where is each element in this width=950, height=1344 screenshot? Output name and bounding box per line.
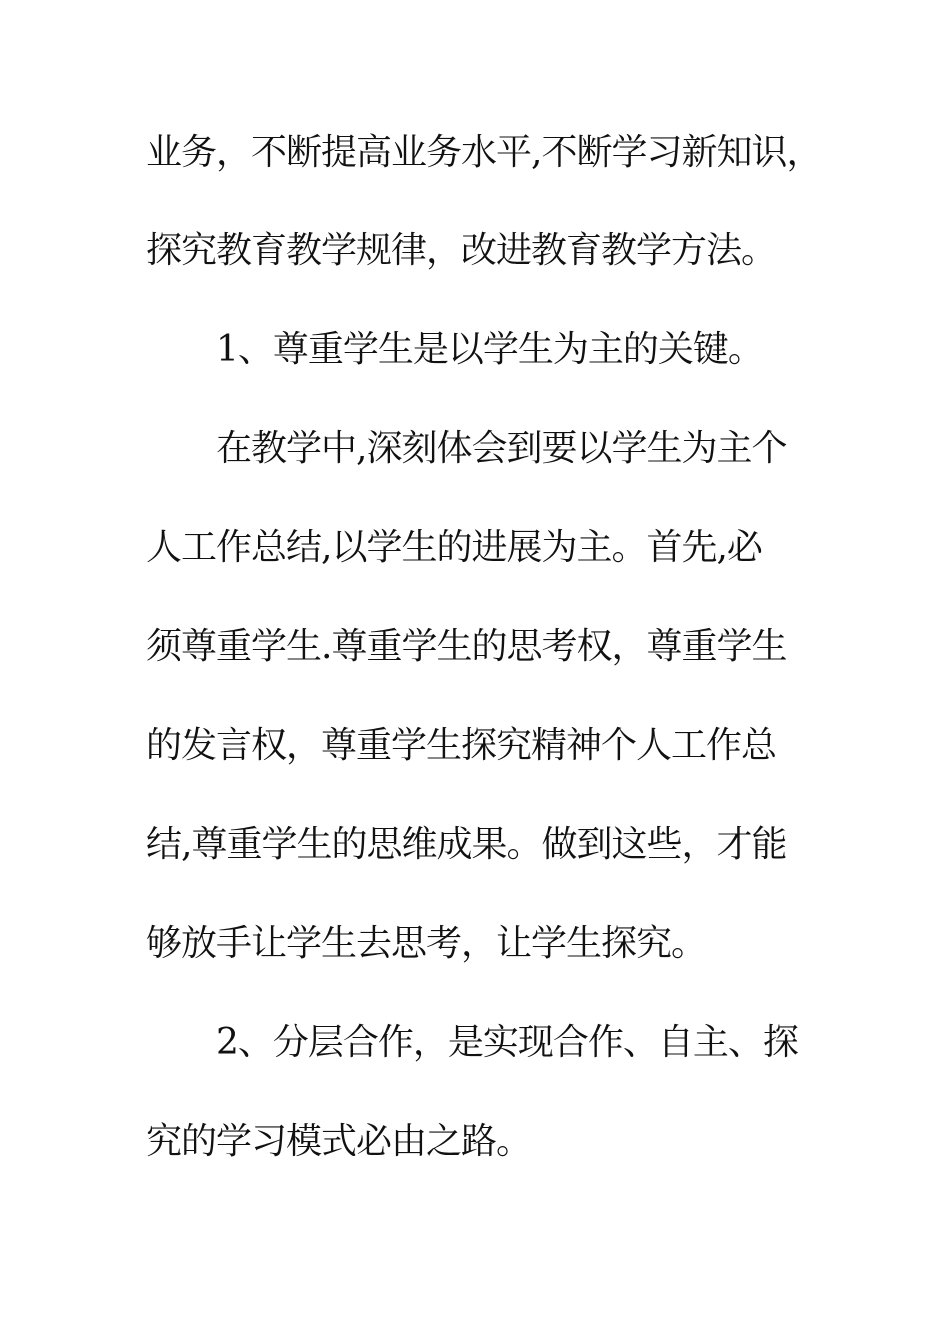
text-line-4: 在教学中,深刻体会到要以学生为主个: [216, 428, 787, 469]
text-line-5: 人工作总结,以学生的进展为主。首先,必: [146, 527, 762, 568]
heading-point-1: 1、尊重学生是以学生为主的关键。: [216, 329, 763, 370]
text-line-8: 结,尊重学生的思维成果。做到这些，才能: [146, 824, 787, 865]
text-line-1: 业务，不断提高业务水平,不断学习新知识，: [146, 132, 822, 173]
text-line-7: 的发言权，尊重学生探究精神个人工作总: [146, 725, 777, 766]
text-line-11: 究的学习模式必由之路。: [146, 1121, 532, 1162]
text-line-9: 够放手让学生去思考，让学生探究。: [146, 923, 707, 964]
heading-point-2: 2、分层合作，是实现合作、自主、探: [216, 1022, 798, 1063]
text-line-2: 探究教育教学规律，改进教育教学方法。: [146, 230, 777, 271]
text-line-6: 须尊重学生.尊重学生的思考权，尊重学生: [146, 626, 787, 667]
